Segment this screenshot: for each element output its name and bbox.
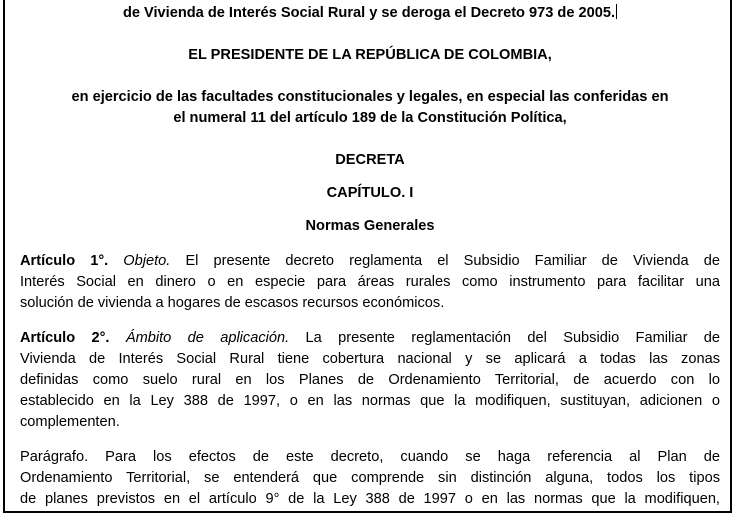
article-2-line-2: Vivienda de Interés Social Rural tiene cobertura nacional y se aplicará a todas las zonas <box>20 351 720 367</box>
article-2-line-4: establecido en la Ley 388 de 1997, o en las normas que la modifiquen, sustituyan, adicionen o <box>20 393 720 409</box>
president-heading: EL PRESIDENTE DE LA REPÚBLICA DE COLOMBIA, <box>188 47 552 63</box>
article-1-line-2: Interés Social en dinero o en especie para áreas rurales como instrumento para facilitar una <box>20 274 720 290</box>
article-1-text-1: El presente decreto reglamenta el Subsidio Familiar de Vivienda de <box>185 253 720 269</box>
article-2-line-1 <box>20 328 720 349</box>
paragrafo <box>20 447 720 510</box>
article-2-line-5: complementen. <box>20 414 120 430</box>
document-body <box>20 3 720 510</box>
article-1-label: Artículo 1°. <box>20 253 109 269</box>
powers-line-1: en ejercicio de las facultades constitucionales y legales, en especial las conferidas en <box>71 89 669 105</box>
article-2-line-3: definidas como suelo rural en los Planes de Ordenamiento Territorial, de acuerdo con lo <box>20 372 720 388</box>
paragrafo-line-2: Ordenamiento Territorial, se entenderá que comprende sin distinción alguna, todos los tipos <box>20 470 720 486</box>
paragrafo-line-1: Parágrafo. Para los efectos de este decreto, cuando se haga referencia al Plan de <box>20 449 720 465</box>
decreta-heading: DECRETA <box>335 152 405 168</box>
article-2 <box>20 328 720 433</box>
decree-title-text: de Vivienda de Interés Social Rural y se deroga el Decreto 973 de 2005. <box>122 5 616 21</box>
article-2-text-1: La presente reglamentación del Subsidio Familiar de <box>305 330 721 346</box>
article-2-label: Artículo 2°. <box>20 330 110 346</box>
article-1 <box>20 251 720 314</box>
paragrafo-line-3: de planes previstos en el artículo 9° de la Ley 388 de 1997 o en las normas que la modifiquen, <box>20 491 720 507</box>
article-1-heading: Objeto. <box>123 253 171 269</box>
text-cursor <box>616 4 617 19</box>
decree-title-tail <box>20 3 720 24</box>
chapter-title: Normas Generales <box>305 218 435 234</box>
powers-line-2: el numeral 11 del artículo 189 de la Constitución Política, <box>173 110 567 126</box>
article-1-line-1 <box>20 251 720 272</box>
article-1-line-3: solución de vivienda a hogares de escasos recursos económicos. <box>20 295 445 311</box>
article-2-heading: Ámbito de aplicación. <box>125 330 290 346</box>
chapter-heading: CAPÍTULO. I <box>326 185 414 201</box>
